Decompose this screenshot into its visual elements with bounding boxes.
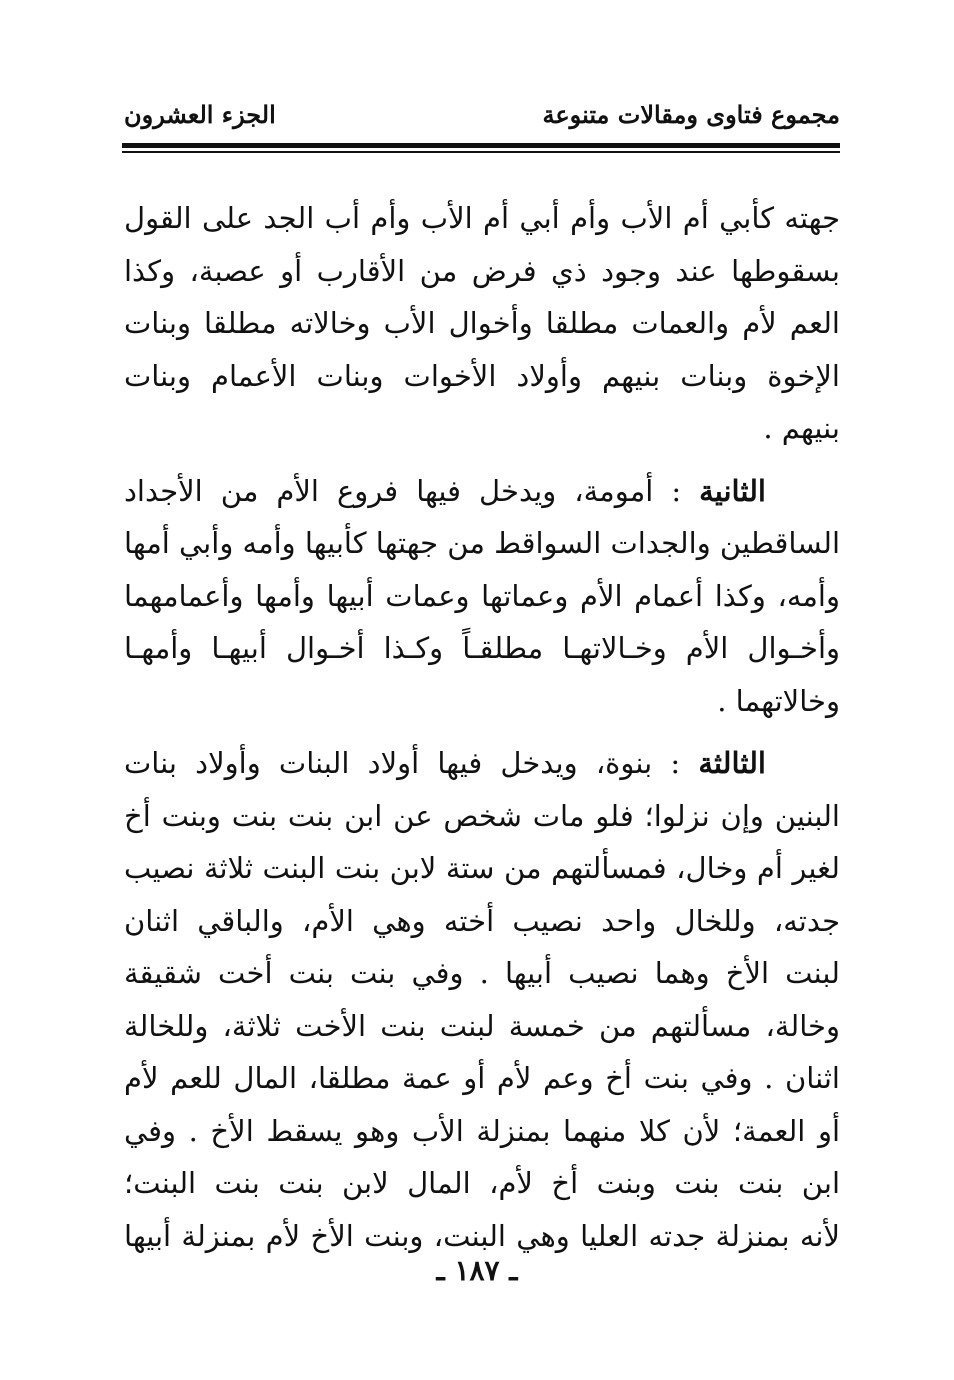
text-line: أو العمة؛ لأن كلا منهما بمنزلة الأب وهو يسقط الأخ . وفي <box>124 1113 840 1148</box>
text-line: وأخـوال الأم وخـالاتهـا مطلقـاً وكـذا أخـوال أبيهـا وأمهـا <box>124 631 840 665</box>
text-line: بسقوطها عند وجود ذي فرض من الأقارب أو عصبة، وكذا <box>124 253 840 288</box>
text-line: جدته، وللخال واحد نصيب أخته وهي الأم، والباقي اثنان <box>124 903 840 938</box>
header-rule-thick <box>122 143 840 148</box>
text-line: لبنت الأخ وهما نصيب أبيها . وفي بنت بنت أخت شقيقة <box>124 956 840 990</box>
text-line-rest: : بنوة، ويدخل فيها أولاد البنات وأولاد بنات <box>124 746 699 780</box>
paragraph-lead-word: الثالثة <box>698 746 766 780</box>
text-line: وأمه، وكذا أعمام الأم وعماتها وعمات أبيها وأمها وأعمامهما <box>124 578 840 613</box>
text-line-rest: : أمومة، ويدخل فيها فروع الأم من الأجداد <box>124 473 700 508</box>
text-line-lead <box>124 465 840 518</box>
text-line: لأنه بمنزلة جدته العليا وهي البنت، وبنت الأخ لأم بمنزلة أبيها <box>124 1218 840 1253</box>
paragraph-lead-word: الثانية <box>699 473 766 508</box>
text-line: وخالة، مسألتهم من خمسة لبنت بنت الأخت ثلاثة، وللخالة <box>124 1008 840 1043</box>
volume-label: الجزء العشرون <box>124 100 276 129</box>
text-line: الإخوة وبنات بنيهم وأولاد الأخوات وبنات الأعمام وبنات <box>124 358 840 393</box>
text-line: البنين وإن نزلوا؛ فلو مات شخص عن ابن بنت بنت وبنت أخ <box>124 798 840 833</box>
body-text <box>124 192 840 1262</box>
text-line: الساقطين والجدات السواقط من جهتها كأبيها وأمه وأبي أمها <box>124 526 840 560</box>
paragraph-gap <box>124 455 840 465</box>
text-line: وخالاتهما . <box>717 683 840 718</box>
paragraph-gap <box>124 727 840 737</box>
text-line: ابن بنت بنت وبنت أخ لأم، المال لابن بنت بنت البنت؛ <box>124 1166 840 1200</box>
book-title: مجموع فتاوى ومقالات متنوعة <box>542 100 840 129</box>
text-line: العم لأم والعمات مطلقا وأخوال الأب وخالاته مطلقا وبنات <box>124 306 840 340</box>
running-header <box>124 100 840 134</box>
header-rule-thin <box>122 151 840 153</box>
page-number: ـ ١٨٧ ـ <box>436 1254 518 1287</box>
text-line: اثنان . وفي بنت أخ وعم لأم أو عمة مطلقا، المال للعم لأم <box>124 1061 840 1095</box>
text-line: بنيهم . <box>763 411 840 445</box>
text-line: جهته كأبي أم الأب وأم أبي أم الأب وأم أب الجد على القول <box>124 201 840 235</box>
text-line: لغير أم وخال، فمسألتهم من ستة لابن بنت البنت ثلاثة نصيب <box>124 851 840 885</box>
text-line-lead <box>124 737 840 790</box>
